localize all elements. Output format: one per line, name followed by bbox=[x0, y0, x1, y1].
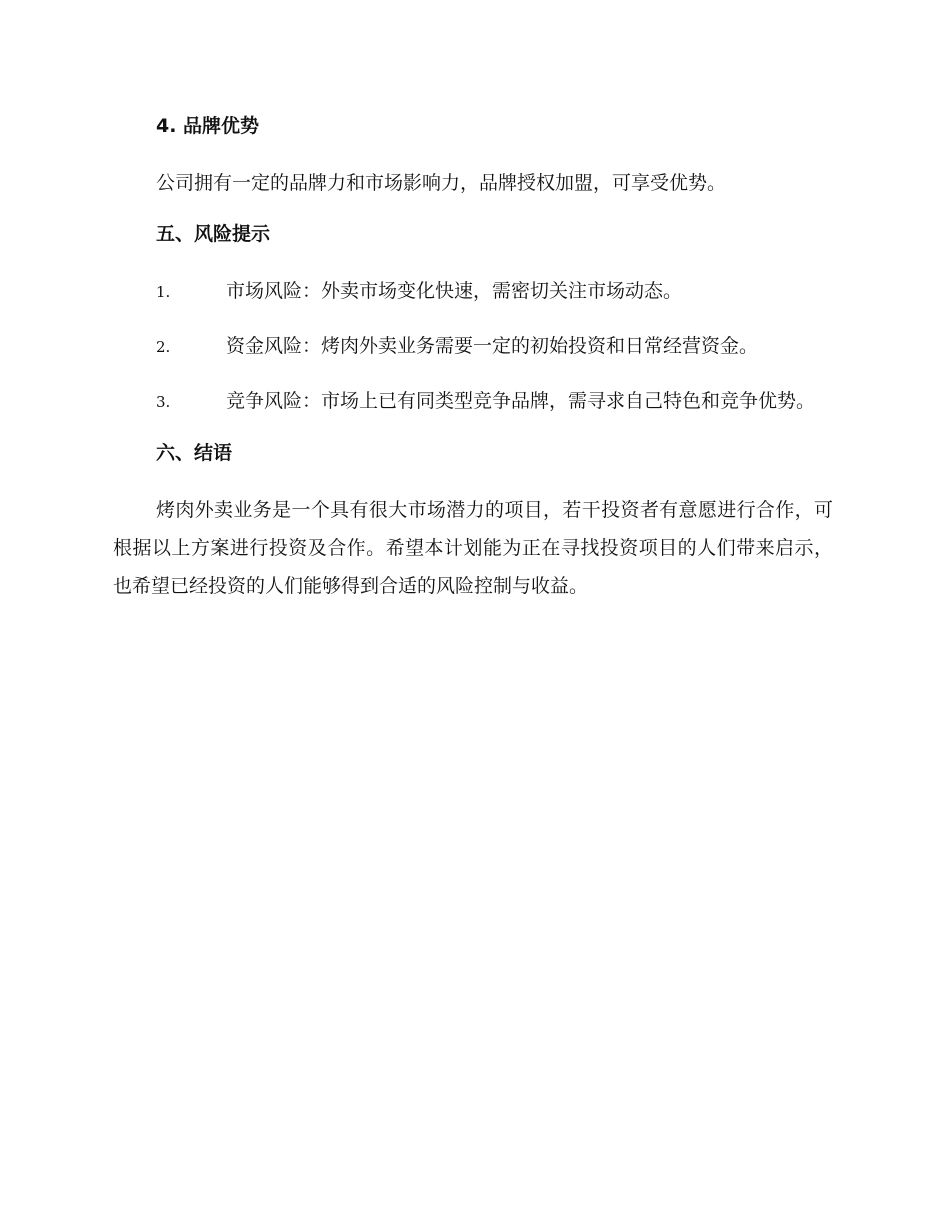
conclusion-paragraph: 烤肉外卖业务是一个具有很大市场潜力的项目，若干投资者有意愿进行合作，可根据以上方案进行投资及合作。希望本计划能为正在寻找投资项目的人们带来启示，也希望已经投资的人们能够得到合适的风险控制与收益。 bbox=[113, 499, 833, 597]
brand-advantage-paragraph: 公司拥有一定的品牌力和市场影响力，品牌授权加盟，可享受优势。 bbox=[156, 172, 727, 194]
list-text: 竞争风险：市场上已有同类型竞争品牌，需寻求自己特色和竞争优势。 bbox=[226, 390, 816, 412]
risk-item-competition bbox=[113, 382, 833, 421]
brand-advantage-heading: 4. 品牌优势 bbox=[156, 115, 260, 137]
list-number: 2. bbox=[156, 338, 171, 356]
risk-heading: 五、风险提示 bbox=[156, 223, 271, 245]
document-content bbox=[113, 110, 833, 621]
list-text: 资金风险：烤肉外卖业务需要一定的初始投资和日常经营资金。 bbox=[226, 335, 759, 357]
conclusion-heading: 六、结语 bbox=[156, 442, 233, 464]
list-text: 市场风险：外卖市场变化快速，需密切关注市场动态。 bbox=[226, 280, 683, 302]
list-number: 1. bbox=[156, 283, 171, 301]
risk-item-capital bbox=[113, 327, 833, 366]
list-number: 3. bbox=[156, 393, 171, 411]
risk-item-market bbox=[113, 272, 833, 311]
